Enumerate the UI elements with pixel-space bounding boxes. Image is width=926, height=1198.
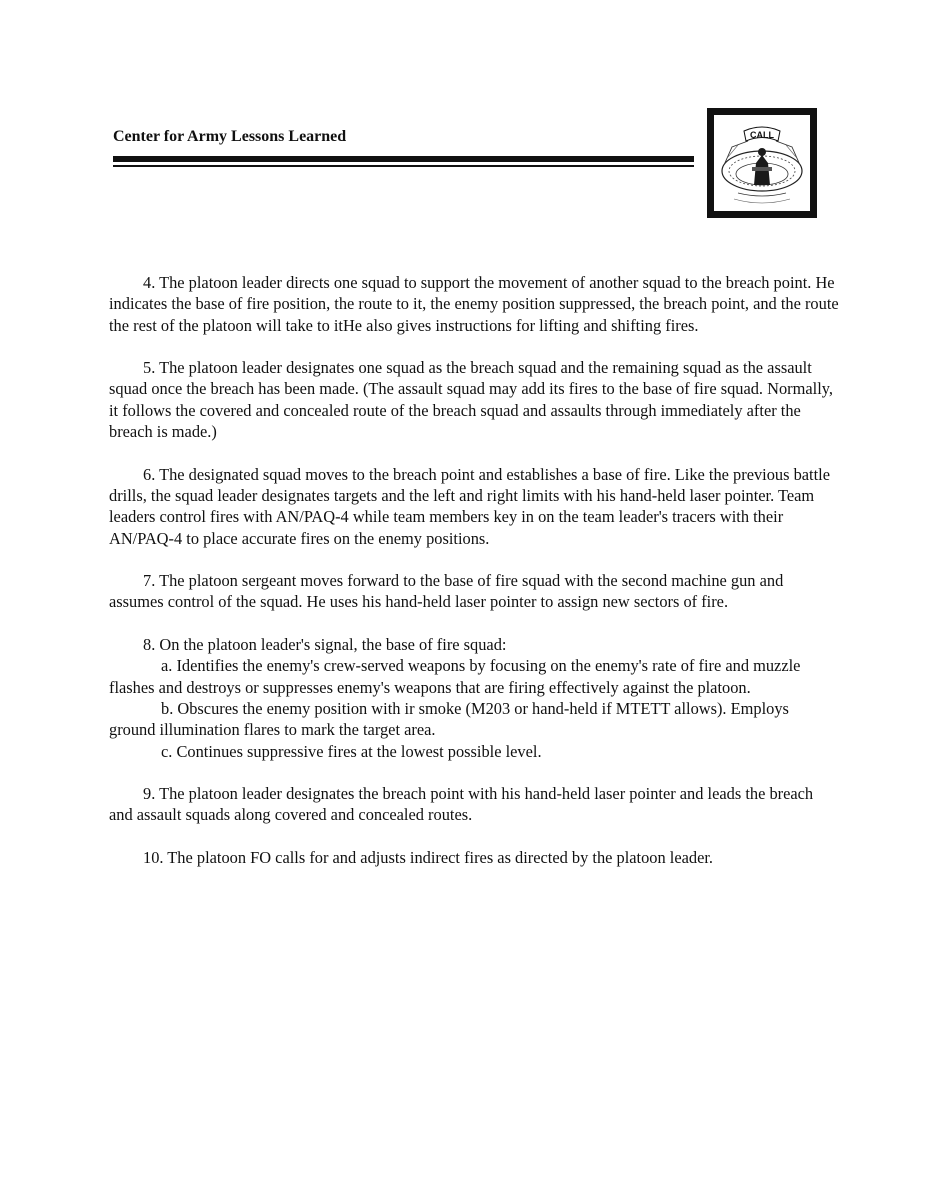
- paragraph-4: 4. The platoon leader directs one squad to support the movement of another squad to the breach point. He indicates the base of fire position, the route to it, the enemy position suppressed, the breach point, and the route the rest of the platoon will take to itHe also gives instructions for lifting and shifting fires.: [109, 273, 839, 335]
- paragraph-9: 9. The platoon leader designates the breach point with his hand-held laser pointer and leads the breach and assault squads along covered and concealed routes.: [109, 784, 814, 825]
- subitem-c: c. Continues suppressive fires at the lowest possible level.: [161, 741, 542, 761]
- header-rule-thin: [113, 165, 694, 167]
- paragraph-6: 6. The designated squad moves to the breach point and establishes a base of fire. Like the previous battle drills, the squad leader designates targets and the left and right limits with his hand-held laser pointer. Team leaders control fires with AN/PAQ-4 while team members key in on the team leader's tracers with their AN/PAQ-4 to place accurate fires on the enemy positions.: [109, 464, 830, 548]
- paragraph-10: 10. The platoon FO calls for and adjusts indirect fires as directed by the platoon leader.: [143, 848, 714, 868]
- logo-text: CALL: [750, 130, 774, 140]
- subitem-a: a. Identifies the enemy's crew-served weapons by focusing on the enemy's rate of fire and muzzle flashes and destroys or suppresses enemy's weapons that are firing effectively against the platoon.: [109, 656, 801, 697]
- header-rule-thick: [113, 156, 694, 162]
- header-title: Center for Army Lessons Learned: [113, 128, 347, 145]
- body-text: [109, 272, 839, 890]
- subitem-b: b. Obscures the enemy position with ir smoke (M203 or hand-held if MTETT allows). Employs ground illumination flares to mark the target area.: [109, 698, 789, 740]
- paragraph-8: 8. On the platoon leader's signal, the base of fire squad:: [143, 635, 507, 655]
- call-logo-icon: [718, 119, 806, 207]
- paragraph-5: 5. The platoon leader designates one squad as the breach squad and the remaining squad as the assault squad once the breach has been made. (The assault squad may add its fires to the base of fire squad. Normally, it follows the covered and concealed route of the breach squad and assaults through immediately after the breach is made.): [109, 358, 833, 442]
- call-logo: [707, 108, 817, 218]
- paragraph-7: 7. The platoon sergeant moves forward to the base of fire squad with the second machine gun and assumes control of the squad. He uses his hand-held laser pointer to assign new sectors of fire.: [109, 571, 784, 612]
